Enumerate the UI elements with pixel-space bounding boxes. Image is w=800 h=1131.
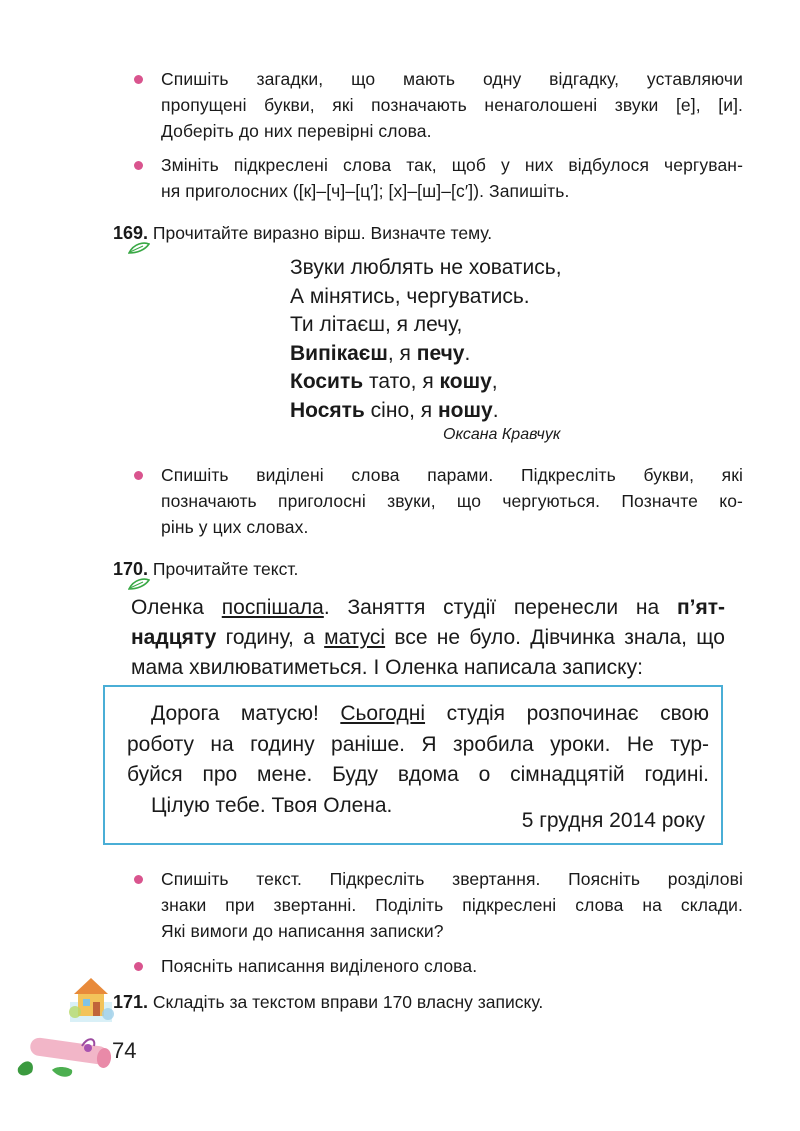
instruction-bullet-1 xyxy=(143,66,743,144)
exercise-task: Складіть за текстом вправи 170 власну записку. xyxy=(152,992,544,1012)
poem-text: тато, я xyxy=(363,370,440,393)
instruction-bullet-5 xyxy=(143,953,743,979)
text-line: роботу на годину раніше. Я зробила уроки. Не тур- xyxy=(127,732,709,756)
text-line: Доберіть до них перевірні слова. xyxy=(161,121,432,141)
bullet-dot xyxy=(134,875,143,884)
poem-line: Звуки люблять не ховатись, xyxy=(290,256,562,279)
poem-text: , xyxy=(491,370,498,393)
text-line: пропущені букви, які позначають ненаголошені звуки [е], [и]. xyxy=(161,95,743,115)
poem-text: сіно, я xyxy=(364,398,438,422)
highlighted-word: печу xyxy=(416,341,465,365)
bullet-dot xyxy=(134,161,143,170)
bullet-dot xyxy=(134,471,143,480)
poem-line xyxy=(290,340,562,369)
exercise-169-header xyxy=(113,222,492,244)
poem-line xyxy=(290,368,562,397)
text: все не було. Дівчинка знала, що xyxy=(385,626,725,649)
poem xyxy=(290,254,562,425)
exercise-task: Прочитайте виразно вірш. Визначте тему. xyxy=(152,223,493,243)
poem-text: , я xyxy=(387,341,417,365)
text: Оленка xyxy=(131,596,222,619)
text-line: Цілую тебе. Твоя Олена. xyxy=(151,793,393,817)
instruction-bullet-4 xyxy=(143,866,743,944)
highlighted-word: кошу xyxy=(439,370,492,393)
text: студія розпочинає свою xyxy=(425,702,709,725)
highlighted-word: Випікаєш xyxy=(290,341,388,365)
highlighted-word: Косить xyxy=(290,370,364,393)
text-line: буйся про мене. Буду вдома о сімнадцятій годині. xyxy=(127,763,709,786)
poem-line: Ти літаєш, я лечу, xyxy=(290,313,463,336)
bullet-dot xyxy=(134,962,143,971)
house-icon xyxy=(66,972,116,1024)
underlined-word: Сьогодні xyxy=(340,702,426,725)
exercise-number: 169. xyxy=(113,223,149,243)
text-line: Які вимоги до написання записки? xyxy=(161,921,444,941)
instruction-bullet-2 xyxy=(143,152,743,204)
exercise-task: Прочитайте текст. xyxy=(152,559,299,579)
text-line: мама хвилюватиметься. І Оленка написала записку: xyxy=(131,656,643,679)
poem-author: Оксана Кравчук xyxy=(443,426,561,443)
note-body xyxy=(127,699,709,821)
instruction-bullet-3 xyxy=(143,462,743,540)
text-line: позначають приголосні звуки, що чергуються. Позначте ко- xyxy=(161,491,743,511)
note-date: 5 грудня 2014 року xyxy=(521,809,705,832)
highlighted-word: ношу xyxy=(438,398,493,422)
highlighted-word: п’ят- xyxy=(676,596,725,619)
bullet-dot xyxy=(134,75,143,84)
underlined-word: поспішала xyxy=(221,596,324,619)
scroll-decoration-icon xyxy=(12,1022,122,1084)
poem-line: А мінятись, чергуватись. xyxy=(290,284,530,308)
highlighted-word: надцяту xyxy=(131,626,217,649)
text: Дорога матусю! xyxy=(151,702,341,725)
text-line: Поясніть написання виділеного слова. xyxy=(161,956,478,976)
text-line xyxy=(127,699,709,730)
note-box xyxy=(103,685,723,845)
leaf-icon xyxy=(128,242,150,254)
exercise-170-text xyxy=(131,593,725,683)
highlighted-word: Носять xyxy=(290,398,365,422)
exercise-171-header xyxy=(113,991,543,1013)
text-line: ня приголосних ([к]–[ч]–[ц′]; [х]–[ш]–[с′]). Запишіть. xyxy=(161,181,570,201)
text-line: Спишіть текст. Підкресліть звертання. Поясніть розділові xyxy=(161,869,743,889)
text: годину, а xyxy=(216,626,325,649)
leaf-icon xyxy=(128,578,150,590)
text: . Заняття студії перенесли на xyxy=(323,596,677,619)
text-line: знаки при звертанні. Поділіть підкреслені слова на склади. xyxy=(161,895,743,915)
exercise-number: 171. xyxy=(113,992,149,1012)
text-line: рінь у цих словах. xyxy=(161,517,309,537)
page-number: 74 xyxy=(112,1038,137,1063)
exercise-170-header xyxy=(113,558,298,580)
text-line: Спишіть виділені слова парами. Підкресліть букви, які xyxy=(161,465,743,485)
text-line: Змініть підкреслені слова так, щоб у них відбулося чергуван- xyxy=(161,155,743,175)
underlined-word: матусі xyxy=(324,626,386,649)
text-line xyxy=(131,593,725,623)
poem-line xyxy=(290,397,562,426)
exercise-number: 170. xyxy=(113,559,149,579)
text-line: Спишіть загадки, що мають одну відгадку, уставляючи xyxy=(161,69,743,89)
text-line xyxy=(131,623,725,653)
poem-text: . xyxy=(464,341,471,365)
poem-text: . xyxy=(492,398,499,422)
